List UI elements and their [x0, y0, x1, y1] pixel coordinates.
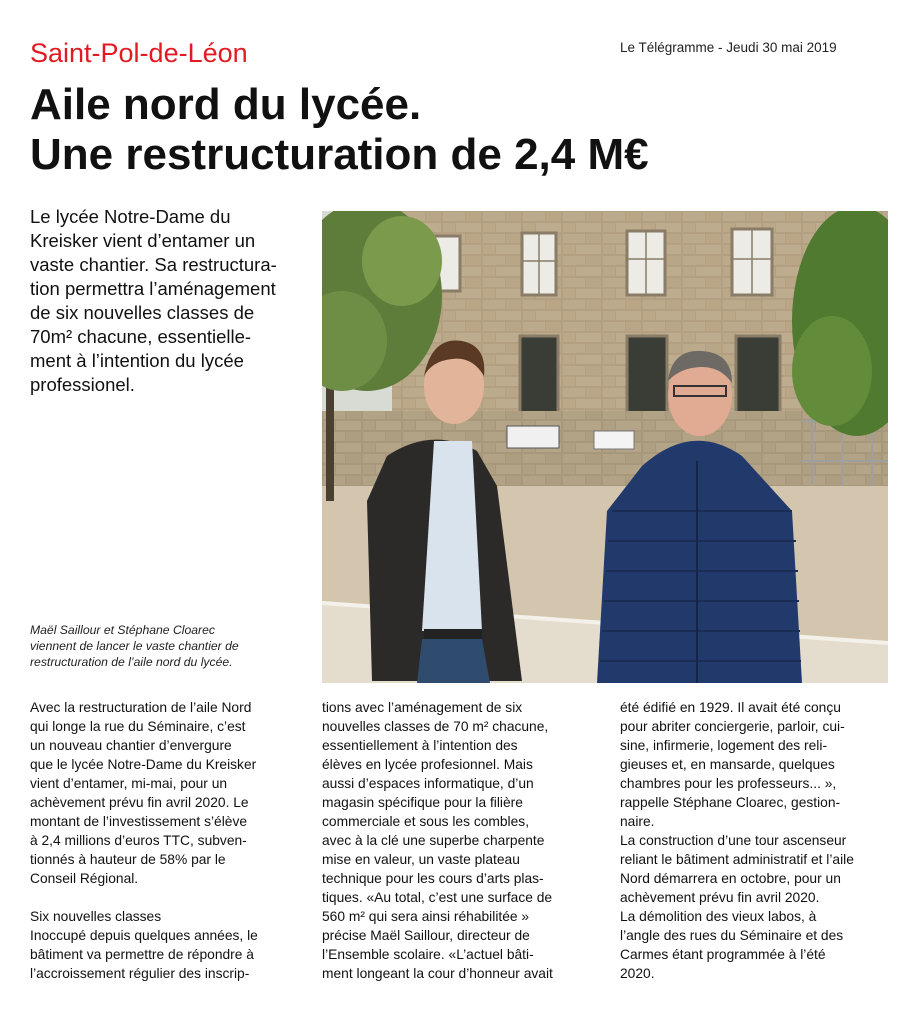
- body-line: tiques. «Au total, c’est une surface de: [322, 890, 553, 905]
- body-line: tions avec l’aménagement de six: [322, 700, 523, 715]
- body-line: vient d’entamer, mi-mai, pour un: [30, 776, 228, 791]
- body-line: gieuses et, en mansarde, quelques: [620, 757, 835, 772]
- body-line: élèves en lycée profesionnel. Mais: [322, 757, 533, 772]
- body-line: La construction d’une tour ascenseur: [620, 833, 847, 848]
- body-line: chambres pour les professeurs... »,: [620, 776, 837, 791]
- body-line: commerciale et sous les combles,: [322, 814, 530, 829]
- body-line: achèvement prévu fin avril 2020.: [620, 890, 820, 905]
- body-line: mise en valeur, un vaste plateau: [322, 852, 520, 867]
- headline: [30, 80, 649, 180]
- photo-illustration: [322, 211, 888, 683]
- lead-line: vaste chantier. Sa restructura-: [30, 254, 277, 275]
- body-line: avec à la clé une superbe charpente: [322, 833, 545, 848]
- body-line: reliant le bâtiment administratif et l’aile: [620, 852, 854, 867]
- body-line: pour abriter conciergerie, parloir, cui-: [620, 719, 845, 734]
- body-line: rappelle Stéphane Cloarec, gestion-: [620, 795, 841, 810]
- body-line: Nord démarrera en octobre, pour un: [620, 871, 841, 886]
- body-line: essentiellement à l’intention des: [322, 738, 518, 753]
- body-line: qui longe la rue du Séminaire, c’est: [30, 719, 246, 734]
- body-line: magasin spécifique pour la filière: [322, 795, 523, 810]
- article-column-1: [30, 698, 292, 983]
- lead-paragraph: [30, 205, 305, 397]
- lead-line: professionel.: [30, 374, 135, 395]
- body-line: ment longeant la cour d’honneur avait: [322, 966, 553, 981]
- body-line: Avec la restructuration de l’aile Nord: [30, 700, 252, 715]
- headline-line-2: Une restructuration de 2,4 M€: [30, 130, 649, 179]
- body-line: 560 m² qui sera ainsi réhabilitée »: [322, 909, 530, 924]
- body-line: achèvement prévu fin avril 2020. Le: [30, 795, 249, 810]
- sign: [507, 426, 559, 448]
- body-line: sine, infirmerie, logement des reli-: [620, 738, 828, 753]
- headline-line-1: Aile nord du lycée.: [30, 80, 422, 129]
- lead-line: tion permettra l’aménagement: [30, 278, 276, 299]
- body-line: montant de l’investissement s’élève: [30, 814, 248, 829]
- body-line: naire.: [620, 814, 655, 829]
- body-line: nouvelles classes de 70 m² chacune,: [322, 719, 549, 734]
- caption-line: viennent de lancer le vaste chantier de: [30, 639, 239, 653]
- lead-line: Le lycée Notre-Dame du: [30, 206, 231, 227]
- caption-line: Maël Saillour et Stéphane Cloarec: [30, 623, 215, 637]
- body-line: l’Ensemble scolaire. «L’actuel bâti-: [322, 947, 534, 962]
- body-line: été édifié en 1929. Il avait été conçu: [620, 700, 841, 715]
- body-line: que le lycée Notre-Dame du Kreisker: [30, 757, 257, 772]
- body-line: bâtiment va permettre de répondre à: [30, 947, 254, 962]
- body-line: à 2,4 millions d’euros TTC, subven-: [30, 833, 247, 848]
- lead-line: ment à l’intention du lycée: [30, 350, 244, 371]
- body-line: l’angle des rues du Séminaire et des: [620, 928, 844, 943]
- body-line: aussi d’espaces informatique, d’un: [322, 776, 534, 791]
- body-line: précise Maël Saillour, directeur de: [322, 928, 530, 943]
- photo-caption: [30, 622, 305, 670]
- body-line: l’accroissement régulier des inscrip-: [30, 966, 250, 981]
- body-line: 2020.: [620, 966, 655, 981]
- article-column-2: [322, 698, 584, 983]
- subheading: Six nouvelles classes: [30, 909, 162, 924]
- caption-line: restructuration de l’aile nord du lycée.: [30, 655, 233, 669]
- article-column-3: [620, 698, 882, 983]
- body-line: La démolition des vieux labos, à: [620, 909, 817, 924]
- body-line: tionnés à hauteur de 58% par le: [30, 852, 226, 867]
- lead-line: Kreisker vient d’entamer un: [30, 230, 256, 251]
- body-line: Conseil Régional.: [30, 871, 139, 886]
- body-line: technique pour les cours d’arts plas-: [322, 871, 544, 886]
- body-line: un nouveau chantier d’envergure: [30, 738, 232, 753]
- lead-line: 70m² chacune, essentielle-: [30, 326, 252, 347]
- body-line: Carmes étant programmée à l’été: [620, 947, 826, 962]
- section-title: Saint-Pol-de-Léon: [30, 38, 248, 68]
- article-photo: [322, 211, 888, 683]
- lead-line: de six nouvelles classes de: [30, 302, 255, 323]
- publication-date: Le Télégramme - Jeudi 30 mai 2019: [620, 40, 837, 55]
- body-line: Inoccupé depuis quelques années, le: [30, 928, 258, 943]
